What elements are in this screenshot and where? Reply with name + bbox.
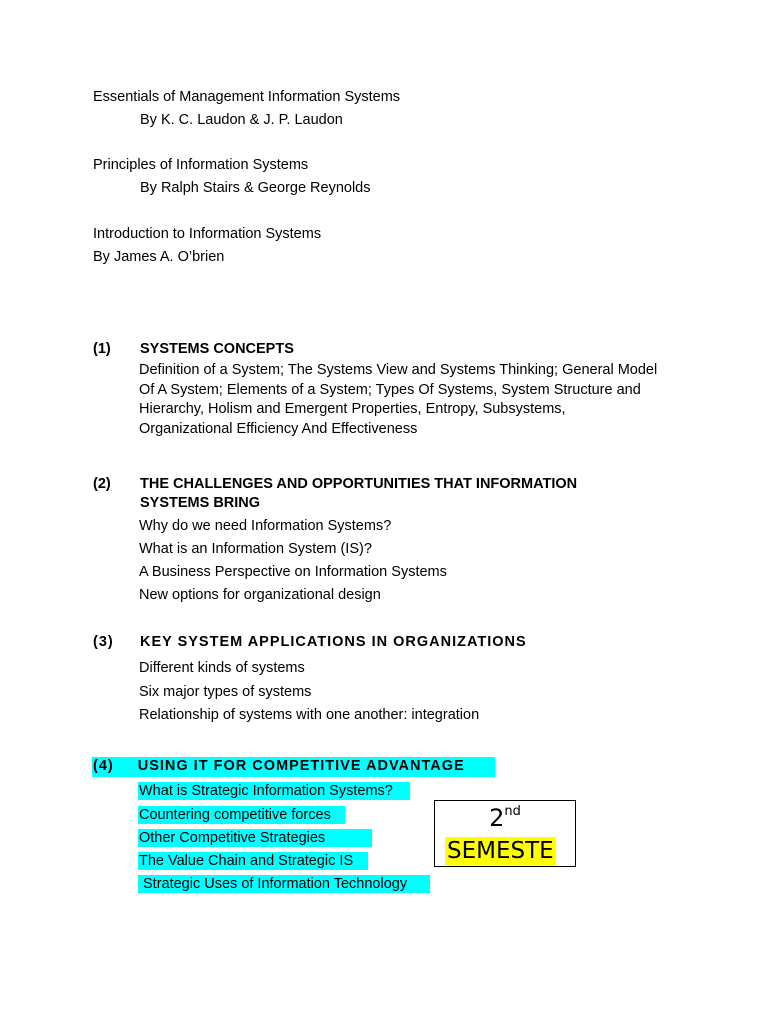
section-heading: SYSTEMS CONCEPTS xyxy=(140,341,294,357)
reference-author: By James A. O’brien xyxy=(93,249,225,265)
list-item: A Business Perspective on Information Systems xyxy=(139,564,447,580)
section-number: (4) xyxy=(93,758,114,774)
semester-number: 2nd xyxy=(489,804,521,832)
list-item-highlighted: The Value Chain and Strategic IS xyxy=(138,852,368,870)
section-heading: USING IT FOR COMPETITIVE ADVANTAGE xyxy=(137,758,465,774)
list-item: What is an Information System (IS)? xyxy=(139,541,372,557)
section-number: (3) xyxy=(93,634,114,650)
list-item: Why do we need Information Systems? xyxy=(139,518,392,534)
list-item: Different kinds of systems xyxy=(139,660,305,676)
section-number: (2) xyxy=(93,476,111,492)
reference-title: Principles of Information Systems xyxy=(93,157,309,173)
list-item: New options for organizational design xyxy=(139,587,381,603)
reference-title: Essentials of Management Information Systems xyxy=(93,89,401,105)
section-heading: THE CHALLENGES AND OPPORTUNITIES THAT INFORMATION xyxy=(140,476,578,492)
section-heading-highlighted xyxy=(92,757,495,777)
reference-title: Introduction to Information Systems xyxy=(93,226,322,242)
list-item-highlighted: What is Strategic Information Systems? xyxy=(138,782,410,800)
reference-author: By Ralph Stairs & George Reynolds xyxy=(140,180,371,196)
list-item: Six major types of systems xyxy=(139,684,312,700)
semester-label: SEMESTE xyxy=(447,838,554,864)
section-number: (1) xyxy=(93,341,111,357)
list-item-highlighted: Other Competitive Strategies xyxy=(138,829,372,847)
ordinal-suffix: nd xyxy=(504,804,521,819)
section-heading-cont: SYSTEMS BRING xyxy=(140,495,261,511)
section-body: Definition of a System; The Systems View and Systems Thinking; General Model Of A System; Elements of a System; Types Of Systems, System Structure and Hierarchy, Holism and Emergent Properties, Entropy, Subsystems, Organizational Efficiency And Effectiveness xyxy=(139,362,658,437)
list-item: Relationship of systems with one another: integration xyxy=(139,707,480,723)
list-item-highlighted: Strategic Uses of Information Technology xyxy=(138,875,430,893)
semester-callout-box xyxy=(434,800,576,867)
reference-author: By K. C. Laudon & J. P. Laudon xyxy=(140,112,343,128)
section-heading: KEY SYSTEM APPLICATIONS IN ORGANIZATIONS xyxy=(140,634,527,650)
list-item-highlighted: Countering competitive forces xyxy=(138,806,345,824)
